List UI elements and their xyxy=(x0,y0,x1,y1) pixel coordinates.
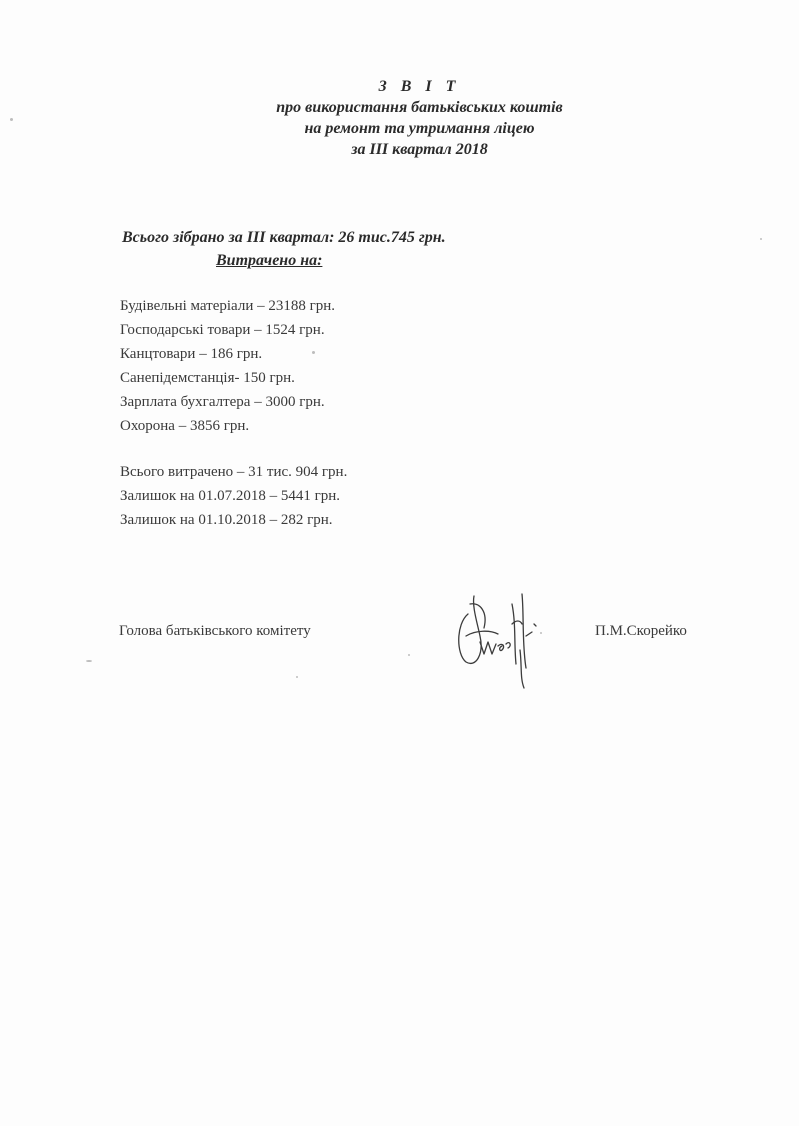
balance-october: Залишок на 01.10.2018 – 282 грн. xyxy=(120,512,333,528)
signatory-name: П.М.Скорейко xyxy=(595,623,687,639)
scan-speck xyxy=(408,654,410,656)
report-header xyxy=(0,76,799,160)
signatory-title: Голова батьківського комітету xyxy=(119,623,311,639)
scan-speck xyxy=(10,118,13,121)
expense-item: Охорона – 3856 грн. xyxy=(120,418,250,434)
expense-list xyxy=(120,294,335,438)
total-spent: Всього витрачено – 31 тис. 904 грн. xyxy=(120,464,348,480)
expense-item: Будівельні матеріали – 23188 грн. xyxy=(120,298,336,314)
scan-speck xyxy=(86,660,92,662)
total-collected: Всього зібрано за ІІІ квартал: 26 тис.745 грн. xyxy=(122,229,446,246)
scan-speck xyxy=(760,238,762,240)
expense-item: Санепідемстанція- 150 грн. xyxy=(120,370,295,386)
expense-item: Канцтовари – 186 грн. xyxy=(120,346,263,362)
scan-speck xyxy=(540,632,542,634)
report-subtitle-line-1: про використання батьківських коштів xyxy=(276,99,563,116)
report-subtitle-line-3: за ІІІ квартал 2018 xyxy=(351,141,488,158)
expense-item: Зарплата бухгалтера – 3000 грн. xyxy=(120,394,325,410)
handwritten-signature xyxy=(450,584,550,694)
expense-item: Господарські товари – 1524 грн. xyxy=(120,322,325,338)
scan-speck xyxy=(296,676,298,678)
report-title: З В І Т xyxy=(378,78,461,95)
totals-block xyxy=(120,460,347,532)
report-subtitle-line-2: на ремонт та утримання ліцею xyxy=(304,120,535,137)
balance-july: Залишок на 01.07.2018 – 5441 грн. xyxy=(120,488,341,504)
scan-speck xyxy=(312,351,315,354)
spent-on-heading: Витрачено на: xyxy=(216,252,323,269)
